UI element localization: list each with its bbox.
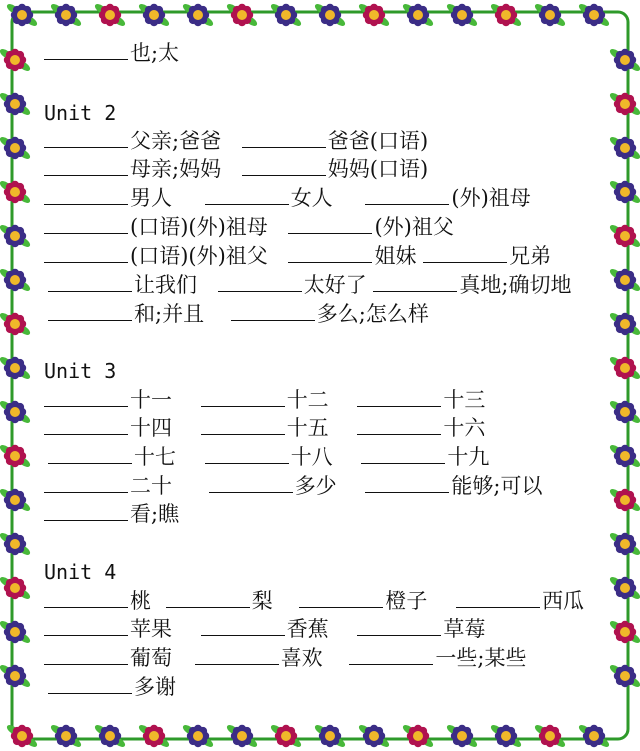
- answer-blank[interactable]: [361, 444, 445, 464]
- border-flower: [0, 91, 32, 117]
- vocab-word: 草莓: [443, 617, 486, 641]
- answer-blank[interactable]: [48, 301, 132, 321]
- border-flower: [608, 663, 640, 689]
- border-flower: [269, 723, 302, 749]
- vocab-word: 二十: [130, 474, 172, 498]
- border-flower: [225, 723, 258, 749]
- vocab-word: 太好了: [303, 273, 367, 297]
- answer-blank[interactable]: [44, 616, 128, 636]
- vocab-word: 桃: [130, 589, 151, 613]
- vocab-row: [44, 243, 551, 269]
- border-flower: [608, 575, 640, 601]
- answer-blank[interactable]: [44, 214, 128, 234]
- vocab-row: [44, 588, 584, 614]
- border-flower: [489, 723, 522, 749]
- vocab-word: 橙子: [385, 589, 428, 613]
- border-flower: [0, 443, 32, 469]
- border-flower: [137, 2, 170, 28]
- vocab-word: (口语)(外)祖母: [130, 215, 268, 239]
- vocab-word: 十九: [447, 445, 490, 469]
- answer-blank[interactable]: [231, 301, 315, 321]
- answer-blank[interactable]: [44, 588, 128, 608]
- border-flower: [269, 2, 302, 28]
- answer-blank[interactable]: [48, 674, 132, 694]
- vocab-word: 十六: [443, 416, 486, 440]
- border-flower: [533, 2, 566, 28]
- answer-blank[interactable]: [44, 501, 128, 521]
- vocab-word: 姐妹: [374, 244, 417, 268]
- border-flower: [0, 355, 32, 381]
- vocab-word: 西瓜: [542, 589, 585, 613]
- vocab-row: [48, 272, 571, 298]
- answer-blank[interactable]: [201, 387, 285, 407]
- vocab-row: [44, 616, 485, 642]
- border-flower: [0, 311, 32, 337]
- vocab-word: 一些;某些: [435, 646, 527, 670]
- vocab-row: [44, 214, 454, 240]
- answer-blank[interactable]: [423, 243, 507, 263]
- border-flower: [608, 619, 640, 645]
- border-flower: [5, 2, 38, 28]
- border-flower: [0, 619, 32, 645]
- vocab-row: [44, 415, 485, 441]
- border-flower: [0, 575, 32, 601]
- answer-blank[interactable]: [242, 156, 326, 176]
- border-flower: [93, 723, 126, 749]
- vocab-word: 和;并且: [134, 302, 205, 326]
- answer-blank[interactable]: [205, 444, 289, 464]
- border-flower: [401, 2, 434, 28]
- border-flower: [0, 531, 32, 557]
- border-flower: [93, 2, 126, 28]
- answer-blank[interactable]: [288, 243, 372, 263]
- border-flower: [608, 355, 640, 381]
- border-flower: [608, 91, 640, 117]
- border-flower: [445, 2, 478, 28]
- vocab-row: [48, 444, 489, 470]
- border-flower: [357, 723, 390, 749]
- vocab-word: 多么;怎么样: [316, 302, 429, 326]
- answer-blank[interactable]: [195, 645, 279, 665]
- answer-blank[interactable]: [349, 645, 433, 665]
- border-flower: [608, 399, 640, 425]
- vocab-word: 十三: [443, 388, 486, 412]
- border-flower: [608, 135, 640, 161]
- border-flower: [49, 2, 82, 28]
- answer-blank[interactable]: [44, 387, 128, 407]
- answer-blank[interactable]: [44, 128, 128, 148]
- answer-blank[interactable]: [357, 616, 441, 636]
- answer-blank[interactable]: [44, 645, 128, 665]
- border-flower: [489, 2, 522, 28]
- vocab-word: 十八: [290, 445, 333, 469]
- vocab-word: 十五: [286, 416, 329, 440]
- answer-blank[interactable]: [373, 272, 457, 292]
- vocab-word: 十二: [286, 388, 329, 412]
- border-flower: [0, 399, 32, 425]
- border-flower: [49, 723, 82, 749]
- answer-blank[interactable]: [44, 473, 128, 493]
- answer-blank[interactable]: [357, 415, 441, 435]
- vocab-row: [48, 674, 176, 700]
- answer-blank[interactable]: [44, 243, 128, 263]
- vocab-word: (外)祖母: [451, 186, 531, 210]
- vocab-word: 苹果: [130, 617, 172, 641]
- border-flower: [0, 179, 32, 205]
- vocab-word: 爸爸(口语): [327, 129, 429, 153]
- answer-blank[interactable]: [357, 387, 441, 407]
- unit-heading: Unit 2: [44, 101, 117, 125]
- vocab-word: 多少: [294, 474, 337, 498]
- vocab-word: 十一: [130, 388, 172, 412]
- border-flower: [137, 723, 170, 749]
- vocab-word: 男人: [130, 186, 172, 210]
- unit-heading: Unit 4: [44, 560, 117, 584]
- vocab-word: 十四: [130, 416, 172, 440]
- vocab-word: 十七: [134, 445, 176, 469]
- vocab-word: 看;瞧: [130, 502, 180, 526]
- border-flower: [608, 47, 640, 73]
- vocab-word: 母亲;妈妈: [130, 157, 222, 181]
- border-flower: [401, 723, 434, 749]
- border-flower: [608, 223, 640, 249]
- vocab-word: 多谢: [134, 675, 176, 699]
- answer-blank[interactable]: [48, 444, 132, 464]
- vocab-row: [44, 645, 526, 671]
- vocab-row: [44, 473, 542, 499]
- vocab-word: (外)祖父: [374, 215, 454, 239]
- vocab-row: [44, 387, 485, 413]
- border-flower: [608, 311, 640, 337]
- answer-blank[interactable]: [365, 473, 449, 493]
- intro-row: [44, 40, 179, 66]
- vocab-row: [44, 128, 428, 154]
- answer-blank[interactable]: [44, 415, 128, 435]
- vocab-row: [44, 501, 179, 527]
- vocab-word: 梨: [251, 589, 273, 613]
- border-flower: [577, 2, 610, 28]
- answer-blank[interactable]: [166, 588, 250, 608]
- unit-heading: Unit 3: [44, 359, 117, 383]
- answer-blank[interactable]: [201, 415, 285, 435]
- vocab-word: 父亲;爸爸: [130, 129, 222, 153]
- border-flower: [357, 2, 390, 28]
- border-flower: [0, 663, 32, 689]
- border-flower: [225, 2, 258, 28]
- vocab-word: 也;太: [130, 41, 180, 65]
- border-flower: [608, 487, 640, 513]
- vocab-word: 女人: [290, 186, 333, 210]
- answer-blank[interactable]: [242, 128, 326, 148]
- answer-blank[interactable]: [44, 156, 128, 176]
- answer-blank[interactable]: [201, 616, 285, 636]
- border-flower: [608, 531, 640, 557]
- border-flower: [0, 135, 32, 161]
- vocab-word: 能够;可以: [451, 474, 543, 498]
- border-flower: [181, 723, 214, 749]
- border-flower: [533, 723, 566, 749]
- vocab-word: 香蕉: [286, 617, 329, 641]
- vocab-word: 妈妈(口语): [327, 157, 429, 181]
- border-flower: [0, 223, 32, 249]
- border-flower: [0, 487, 32, 513]
- vocab-row: [48, 301, 429, 327]
- answer-blank[interactable]: [456, 588, 540, 608]
- vocab-word: (口语)(外)祖父: [130, 244, 268, 268]
- answer-blank[interactable]: [218, 272, 302, 292]
- border-flower: [313, 723, 346, 749]
- border-flower: [577, 723, 610, 749]
- border-flower: [0, 267, 32, 293]
- vocab-word: 葡萄: [130, 646, 172, 670]
- answer-blank[interactable]: [48, 272, 132, 292]
- answer-blank[interactable]: [299, 588, 383, 608]
- border-flower: [5, 723, 38, 749]
- border-flower: [608, 267, 640, 293]
- vocab-word: 真地;确切地: [459, 273, 572, 297]
- border-flower: [608, 179, 640, 205]
- answer-blank[interactable]: [365, 185, 449, 205]
- answer-blank[interactable]: [44, 40, 128, 60]
- border-flower: [181, 2, 214, 28]
- border-flower: [608, 443, 640, 469]
- vocab-word: 喜欢: [280, 646, 323, 670]
- vocab-row: [44, 185, 531, 211]
- border-flower: [0, 47, 32, 73]
- answer-blank[interactable]: [288, 214, 372, 234]
- border-flower: [313, 2, 346, 28]
- answer-blank[interactable]: [205, 185, 289, 205]
- vocab-row: [44, 156, 428, 182]
- answer-blank[interactable]: [209, 473, 293, 493]
- border-flower: [445, 723, 478, 749]
- vocab-word: 兄弟: [509, 244, 552, 268]
- answer-blank[interactable]: [44, 185, 128, 205]
- vocab-word: 让我们: [134, 273, 197, 297]
